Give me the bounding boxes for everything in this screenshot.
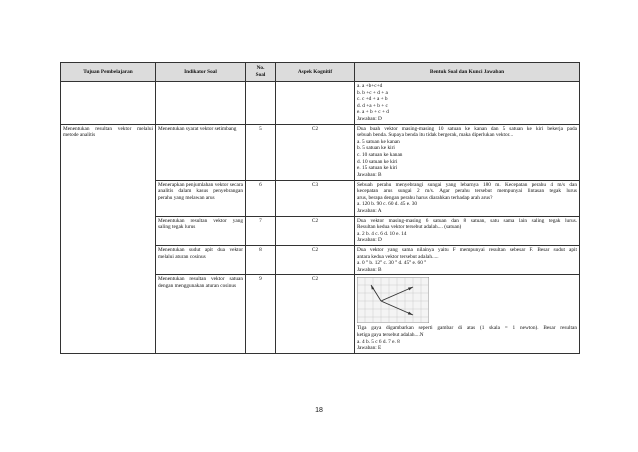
answer-key: Jawaban: A <box>357 207 382 214</box>
question-line: sebuah benda. Supaya benda itu tidak bergerak, maka diperlukan vektor... <box>357 132 514 139</box>
answer-key: Jawaban: D <box>357 237 382 244</box>
answer-key: Jawaban: D <box>357 116 382 123</box>
answer-key: Jawaban: B <box>357 266 382 273</box>
question-line: arus, berapa dengan perahu harus diarahkan terhadap arah arus? <box>357 194 493 201</box>
header-aspek: Aspek Kognitif <box>276 63 355 82</box>
cell-no: 6 <box>246 180 276 216</box>
indikator-text: Menentukan syarat vektor setimbang <box>158 125 237 132</box>
option-b: b. b +c + d + a <box>357 89 388 96</box>
cell-aspek-empty <box>276 82 355 125</box>
question-line: Dua vektor masing-masing 6 satuan dan 8 satuan, satu sama lain saling tegak lurus. <box>357 217 577 224</box>
question-line: Dua buah vektor masing-masing 10 satuan ke kanan dan 5 satuan ke kiri bekerja pada <box>357 125 577 132</box>
options-line: a. 0 ° b. 12° c. 30 ° d. 45° e. 60 ° <box>357 260 427 267</box>
cell-no-empty <box>246 82 276 125</box>
cell-indikator <box>156 180 246 216</box>
cell-indikator-empty <box>156 82 246 125</box>
option-e: e. a + b + c + d <box>357 109 389 116</box>
cell-aspek: C2 <box>276 246 355 275</box>
indikator-text: Menentukan sudut apit dua vektor melalui aturan cosinus <box>158 247 243 260</box>
header-indikator: Indikator Soal <box>156 63 246 82</box>
question-line: antara kedua vektor tersebut adalah..... <box>357 253 439 260</box>
question-line: Dua vektor yang sama nilainya yaitu F mempunyai resultan sebesar F. Besar sudut apit <box>357 247 577 254</box>
cell-question <box>355 82 580 125</box>
question-line: Tiga gaya digambarkan seperti gambar di atas (1 skala = 1 newton). Besar resultan <box>357 325 577 332</box>
question-line: kecepatan arus sungai 2 m/s. Agar perahu tersebut mempunyai lintasan tegak lurus <box>357 188 577 195</box>
cell-indikator <box>156 216 246 245</box>
answer-key: Jawaban: B <box>357 171 382 178</box>
cell-no: 5 <box>246 124 276 180</box>
option-e: e. 15 satuan ke kiri <box>357 165 398 172</box>
cell-question <box>355 124 580 180</box>
cell-indikator <box>156 246 246 275</box>
cell-aspek: C2 <box>276 216 355 245</box>
table-row <box>61 82 580 125</box>
tujuan-text: Menentukan resultan vektor melalui metode analitis <box>63 125 153 139</box>
force-vector-grid-figure <box>357 277 429 323</box>
question-line: ketiga gaya tersebut adalah....N <box>357 332 424 339</box>
cell-tujuan <box>61 124 156 353</box>
options-line: a. 4 b. 5 c 6 d. 7 e. 8 <box>357 338 400 345</box>
cell-question <box>355 246 580 275</box>
answer-key: Jawaban: E <box>357 345 382 352</box>
option-d: d. 10 satuan ke kiri <box>357 158 398 165</box>
cell-no: 7 <box>246 216 276 245</box>
header-no-line2: Soal <box>255 72 266 78</box>
option-a: a. 5 satuan ke kanan <box>357 138 400 145</box>
table-row <box>61 124 580 180</box>
header-no-soal <box>246 63 276 82</box>
indikator-text: Menentukan resultan vektor yang saling tegak lurus <box>158 217 243 231</box>
page-number: 18 <box>315 407 323 414</box>
option-a: a. a +b+c+d <box>357 83 383 89</box>
options-line: a. 2 b. 4 c. 6 d. 10 e. 14 <box>357 230 407 237</box>
cell-question <box>355 275 580 353</box>
table-header-row <box>61 63 580 82</box>
cell-indikator <box>156 124 246 180</box>
cell-question <box>355 216 580 245</box>
indikator-text: Menerapkan penjumlahan vektor secara analitis dalam kasus penyebrangan perahu yang melawan arus <box>158 181 243 201</box>
cell-question <box>355 180 580 216</box>
indikator-text: Menentukan resultan vektor satuan dengan menggunakan aturan cosinus <box>158 276 243 290</box>
cell-no: 9 <box>246 275 276 353</box>
option-c: c. c +d + a + b <box>357 96 388 103</box>
cell-aspek: C3 <box>276 180 355 216</box>
cell-aspek: C2 <box>276 275 355 353</box>
header-bentuk-soal: Bentuk Soal dan Kunci Jawaban <box>355 63 580 82</box>
cell-indikator <box>156 275 246 353</box>
cell-aspek: C2 <box>276 124 355 180</box>
header-tujuan: Tujuan Pembelajaran <box>61 63 156 82</box>
cell-tujuan-empty <box>61 82 156 125</box>
question-line: Resultan kedua vektor tersebut adalah.... (satuan) <box>357 224 462 231</box>
header-no-line1: No. <box>256 65 265 72</box>
options-line: a. 120 b. 90 c. 60 d. 45 e. 30 <box>357 201 418 208</box>
question-line: Sebuah perahu menyebrangi sungai yang lebarnya 180 m. Kecepatan perahu 4 m/s dan <box>357 181 577 188</box>
question-grid-table <box>60 62 580 354</box>
option-c: c. 10 satuan ke kanan <box>357 152 403 159</box>
cell-no: 8 <box>246 246 276 275</box>
option-b: b. 5 satuan ke kiri <box>357 145 395 152</box>
option-d: d. d +a + b + c <box>357 102 388 109</box>
